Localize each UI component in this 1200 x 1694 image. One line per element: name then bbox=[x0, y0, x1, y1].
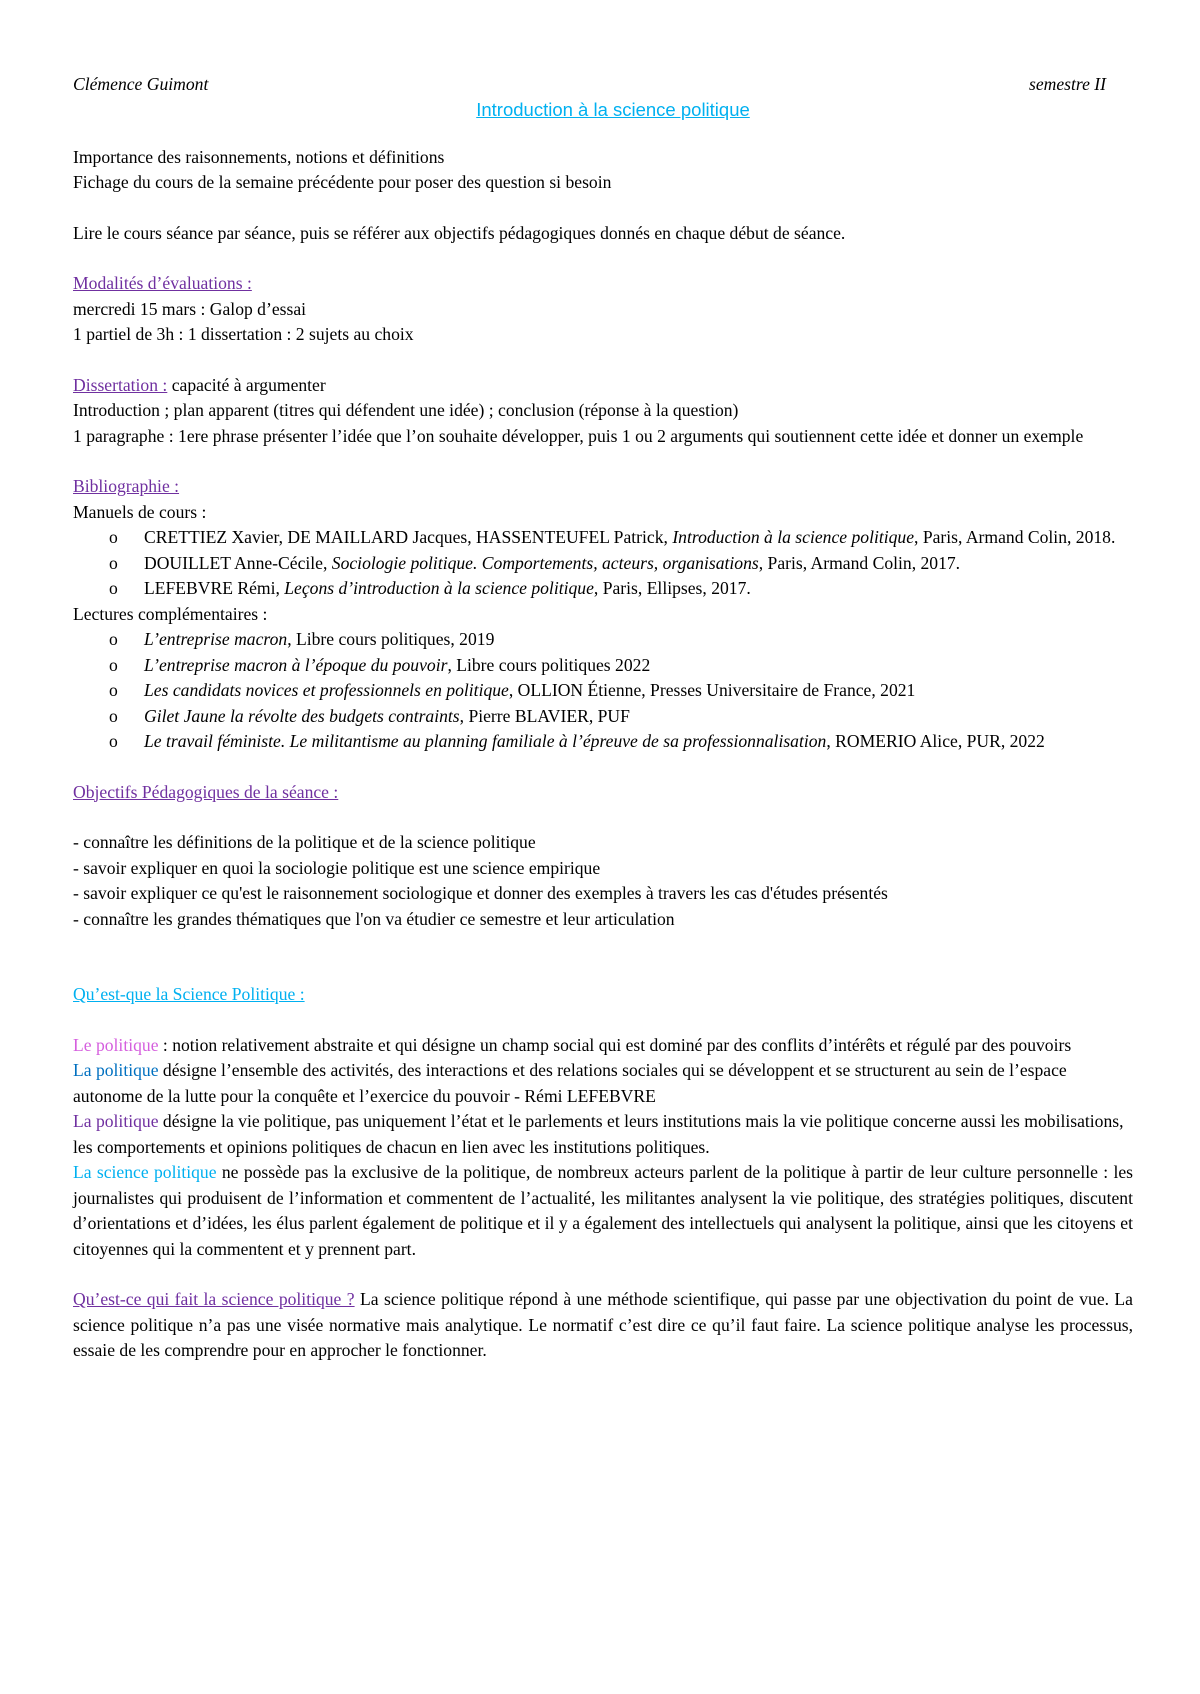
manuals-label: Manuels de cours : bbox=[73, 501, 207, 522]
science-question-heading: Qu’est-ce qui fait la science politique ? bbox=[73, 1289, 355, 1309]
objectives-heading: Objectifs Pédagogiques de la séance : bbox=[73, 781, 339, 802]
intro-line-3: Lire le cours séance par séance, puis se référer aux objectifs pédagogiques donnés en chaque début de séance. bbox=[73, 222, 846, 243]
term-la-politique: La politique bbox=[73, 1060, 159, 1080]
definition-science-politique: La science politique ne possède pas la exclusive de la politique, de nombreux acteurs parlent de la politique à partir de leur culture personnelle : les journalistes qui produisent de l’information et commentent de l’actualité, les militantes analysent la vie politique, des stratégies politiques, discutent d’orientations et d’idées, les élus parlent également de politique et il y a également des intellectuels qui analysent la politique, ainsi que les citoyens et citoyennes qui la commentent et y prennent part. bbox=[73, 1162, 1134, 1259]
evaluations-line-1: mercredi 15 mars : Galop d’essai bbox=[73, 298, 307, 319]
dissertation-heading-line bbox=[73, 373, 1133, 399]
list-item: o L’entreprise macron, Libre cours politiques, 2019 bbox=[73, 627, 1133, 653]
dissertation-line-1: Introduction ; plan apparent (titres qui défendent une idée) ; conclusion (réponse à la question) bbox=[73, 400, 739, 420]
definition-le-politique: Le politique : notion relativement abstraite et qui désigne un champ social qui est dominé par des conflits d’intérêts et régulé par des pouvoirs bbox=[73, 1034, 1072, 1055]
objective-item: - connaître les définitions de la politique et de la science politique bbox=[73, 832, 536, 852]
list-item: o DOUILLET Anne-Cécile, Sociologie politique. Comportements, acteurs, organisations, Paris, Armand Colin, 2017. bbox=[73, 551, 1133, 577]
definition-la-politique-1: La politique désigne l’ensemble des activités, des interactions et des relations sociales qui se développent et se structurent au sein de l’espace autonome de la lutte pour la conquête et l’exercice du pouvoir - Rémi LEFEBVRE bbox=[73, 1060, 1067, 1106]
objective-item: - savoir expliquer en quoi la sociologie politique est une science empirique bbox=[73, 857, 601, 878]
dissertation-line-2: 1 paragraphe : 1ere phrase présenter l’idée que l’on souhaite développer, puis 1 ou 2 arguments qui soutiennent cette idée et donner un exemple bbox=[73, 425, 1084, 446]
document-title: Introduction à la science politique bbox=[476, 99, 750, 120]
list-item: o LEFEBVRE Rémi, Leçons d’introduction à la science politique, Paris, Ellipses, 2017. bbox=[73, 576, 1133, 602]
manuals-list bbox=[73, 525, 1133, 602]
bibliography-heading: Bibliographie : bbox=[73, 476, 180, 496]
list-item: o L’entreprise macron à l’époque du pouvoir, Libre cours politiques 2022 bbox=[73, 653, 1133, 679]
bullet-icon: o bbox=[109, 680, 118, 700]
semester-label: semestre II bbox=[1028, 74, 1106, 94]
bullet-icon: o bbox=[109, 731, 118, 751]
objective-item: - connaître les grandes thématiques que l'on va étudier ce semestre et leur articulation bbox=[73, 908, 675, 929]
science-heading: Qu’est-que la Science Politique : bbox=[73, 984, 305, 1004]
readings-list bbox=[73, 627, 1133, 755]
author-name: Clémence Guimont bbox=[73, 74, 209, 94]
list-item: o Les candidats novices et professionnels en politique, OLLION Étienne, Presses Universitaire de France, 2021 bbox=[73, 678, 1133, 704]
evaluations-line-2: 1 partiel de 3h : 1 dissertation : 2 sujets au choix bbox=[73, 324, 414, 344]
list-item: o Le travail féministe. Le militantisme au planning familiale à l’épreuve de sa professionnalisation, ROMERIO Alice, PUR, 2022 bbox=[73, 729, 1133, 755]
science-question-paragraph: Qu’est-ce qui fait la science politique ? La science politique répond à une méthode scientifique, qui passe par une objectivation du point de vue. La science politique n’a pas une visée normative mais analytique. Le normatif c’est dire ce qu’il faut faire. La science politique analyse les processus, essaie de les comprendre pour en approcher le fonctionner. bbox=[73, 1289, 1133, 1360]
term-la-science-politique: La science politique bbox=[73, 1162, 217, 1182]
dissertation-heading-rest: capacité à argumenter bbox=[167, 374, 326, 395]
evaluations-heading: Modalités d’évaluations : bbox=[73, 273, 252, 293]
definition-la-politique-2: La politique désigne la vie politique, pas uniquement l’état et le parlements et leurs institutions mais la vie politique concerne aussi les mobilisations, les comportements et opinions politiques de chacun en lien avec les institutions politiques. bbox=[73, 1111, 1124, 1157]
bullet-icon: o bbox=[109, 705, 118, 726]
intro-line-1: Importance des raisonnements, notions et définitions bbox=[73, 146, 445, 167]
bullet-icon: o bbox=[109, 578, 118, 598]
term-la-politique: La politique bbox=[73, 1111, 159, 1131]
intro-line-2: Fichage du cours de la semaine précédente pour poser des question si besoin bbox=[73, 172, 612, 192]
dissertation-heading: Dissertation : bbox=[73, 374, 168, 395]
list-item: o Gilet Jaune la révolte des budgets contraints, Pierre BLAVIER, PUF bbox=[73, 704, 1133, 730]
readings-label: Lectures complémentaires : bbox=[73, 603, 268, 624]
bullet-icon: o bbox=[109, 552, 118, 573]
term-le-politique: Le politique bbox=[73, 1034, 159, 1055]
bullet-icon: o bbox=[109, 629, 118, 649]
page-header bbox=[73, 72, 1133, 97]
bullet-icon: o bbox=[109, 654, 118, 675]
list-item: o CRETTIEZ Xavier, DE MAILLARD Jacques, HASSENTEUFEL Patrick, Introduction à la science politique, Paris, Armand Colin, 2018. bbox=[73, 525, 1133, 551]
objective-item: - savoir expliquer ce qu'est le raisonnement sociologique et donner des exemples à travers les cas d'études présentés bbox=[73, 883, 888, 903]
bullet-icon: o bbox=[109, 527, 118, 547]
document-page bbox=[73, 72, 1133, 1364]
